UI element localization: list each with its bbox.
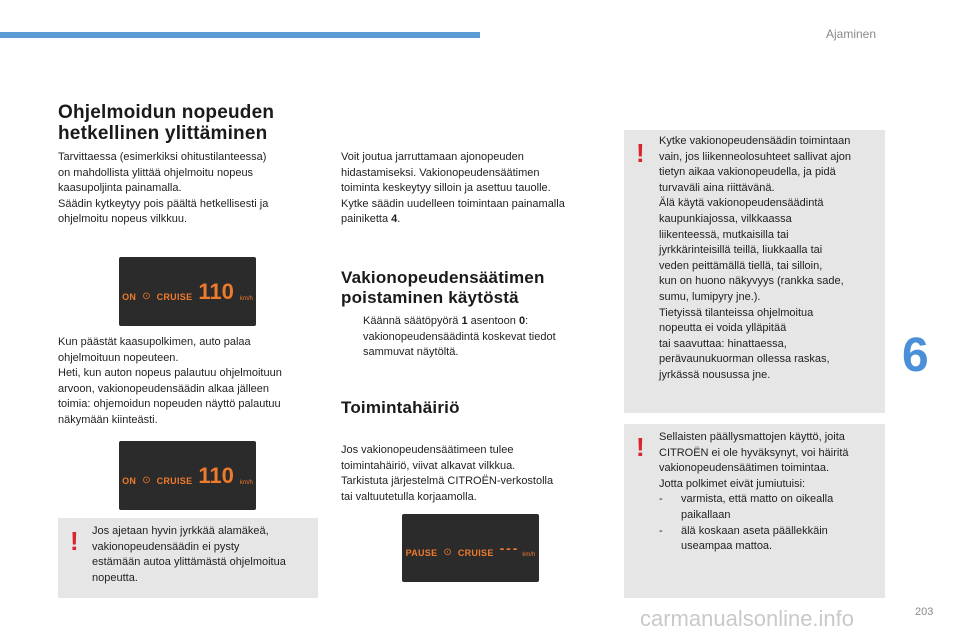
- bullet-marker-icon: [341, 314, 363, 330]
- list-item: paikallaan: [681, 508, 731, 521]
- override-paragraph-2: Kun päästät kaasupolkimen, auto palaa ohjelmoituun nopeuteen. Heti, kun auton nopeus palautuu ohjelmoituun arvoon, vakionopeudensäädin alkaa jälleen toimia: ohjemoidun nopeuden näyttö palautuu näkymään kiinteästi.: [58, 336, 282, 426]
- speedometer-icon: ⊙: [443, 547, 452, 558]
- warning-text-usage: Kytke vakionopeudensäädin toimintaan vain, jos liikenneolosuhteet sallivat ajon tietyn aikaa vakionopeudella, ja pidä turvaväli aina riittävänä. Älä käytä vakionopeudensäädintä kaupunkiajossa, vilkkaassa liikenteessä, mutkaisilla tai jyrkkärinteisillä teillä, liukkaalla tai veden peittämällä tiellä, tai silloin, kun on huono näkyvyys (rankka sade, sumu, lumipyry jne.). Tietyissä tilanteissa ohjelmoitua nopeutta ei voida ylläpitää tai saavuttaa: hinattaessa, perävaunukuorman ollessa raskas, jyrkässä nousussa jne.: [659, 135, 852, 381]
- warning-box-floor-mats: [624, 424, 885, 598]
- warning-exclamation-icon: !: [70, 526, 79, 556]
- warning-exclamation-icon: !: [636, 432, 645, 462]
- section-title-override: Ohjelmoidun nopeuden hetkellinen ylittäminen: [58, 102, 275, 144]
- warning-text-downhill: Jos ajetaan hyvin jyrkkää alamäkeä, vakionopeudensäädin ei pysty estämään autoa ylittämästä ohjelmoitua nopeutta.: [92, 525, 286, 584]
- cruise-display-image-3: PAUSE ⊙ CRUISE - - - km/h: [402, 514, 539, 582]
- section-title-disable: Vakionopeudensäätimen poistaminen käytöstä: [341, 268, 545, 307]
- warning-box-downhill: [58, 518, 318, 598]
- chapter-number: 6: [902, 329, 929, 382]
- section-label: Ajaminen: [826, 27, 877, 41]
- section-title-malfunction: Toimintahäiriö: [341, 398, 460, 417]
- warning-box-usage: [624, 130, 885, 413]
- warning-exclamation-icon: !: [636, 138, 645, 168]
- watermark: carmanualsonline.info: [640, 606, 855, 631]
- list-item: useampaa mattoa.: [681, 540, 773, 553]
- override-paragraph-1: Tarvittaessa (esimerkiksi ohitustilanteessa) on mahdollista ylittää ohjelmoitu nopeus kaasupoljinta painamalla. Säädin kytkeytyy pois päältä hetkellisesti ja ohjelmoitu nopeus vilkkuu.: [58, 151, 269, 226]
- list-item: - varmista, että matto on oikealla: [659, 493, 834, 506]
- warning-text-floor-mats: Sellaisten päällysmattojen käyttö, joita CITROËN ei ole hyväksynyt, voi häiritä vakionopeudensäätimen toimintaa. Jotta polkimet eivät jumiutuisi: - varmista, että matto on oikealla paikallaan - älä koskaan aseta päällekkäin useampaa mattoa.: [659, 430, 849, 555]
- malfunction-paragraph: Jos vakionopeudensäätimeen tulee toimintahäiriö, viivat alkavat vilkkua. Tarkistuta järjestelmä CITROËN-verkostolla tai valtuutetulla korjaamolla.: [341, 444, 554, 503]
- speedometer-icon: ⊙: [142, 474, 151, 486]
- cruise-display-image-1: ON ⊙ CRUISE 110 km/h: [119, 257, 256, 326]
- page-number: 203: [915, 606, 934, 618]
- disable-instruction: Käännä säätöpyörä 1 asentoon 0: vakionopeudensäädintä koskevat tiedot sammuvat näytöltä.: [341, 314, 556, 361]
- top-accent-bar: [0, 32, 480, 38]
- speedometer-icon: ⊙: [142, 290, 151, 302]
- cruise-display-image-2: ON ⊙ CRUISE 110 km/h: [119, 441, 256, 510]
- list-item: - älä koskaan aseta päällekkäin: [659, 524, 828, 537]
- braking-paragraph: Voit joutua jarruttamaan ajonopeuden hidastamiseksi. Vakionopeudensäätimen toiminta keskeytyy silloin ja asettuu tauolle. Kytke säädin uudelleen toimintaan painamalla painiketta 4.: [341, 151, 565, 226]
